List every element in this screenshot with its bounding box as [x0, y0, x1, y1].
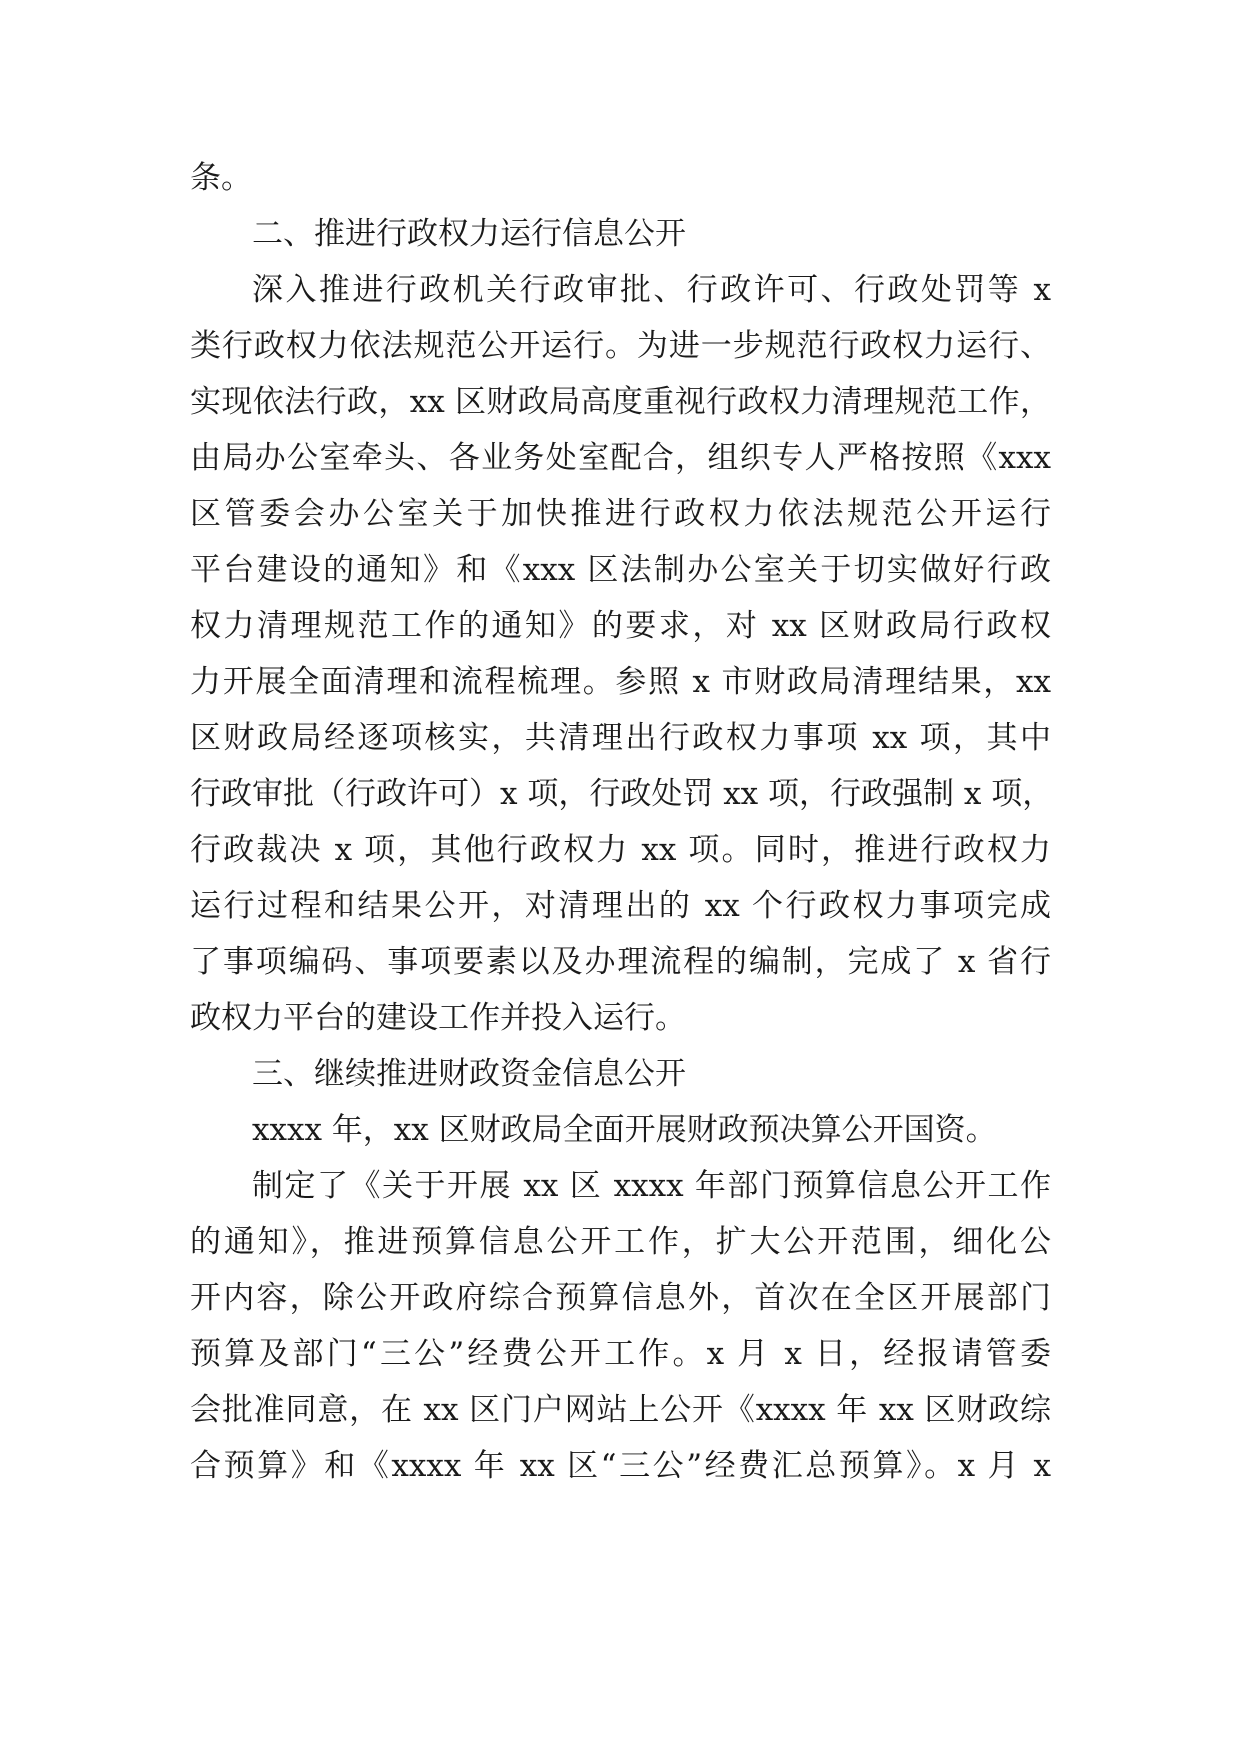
- text-line: 政权力平台的建设工作并投入运行。: [190, 1000, 686, 1036]
- text-line: 深入推进行政机关行政审批、行政许可、行政处罚等 x: [252, 272, 1051, 308]
- text-line: 会批准同意，在 xx 区门户网站上公开《xxxx 年 xx 区财政综: [190, 1392, 1051, 1428]
- text-line: 制定了《关于开展 xx 区 xxxx 年部门预算信息公开工作: [252, 1168, 1051, 1204]
- text-line: 预算及部门“三公”经费公开工作。x 月 x 日，经报请管委: [190, 1336, 1051, 1372]
- text-line: 权力清理规范工作的通知》的要求，对 xx 区财政局行政权: [190, 608, 1051, 644]
- text-line: 类行政权力依法规范公开运行。为进一步规范行政权力运行、: [190, 328, 1051, 364]
- text-line: 由局办公室牵头、各业务处室配合，组织专人严格按照《xxx: [190, 440, 1051, 476]
- text-line: 实现依法行政，xx 区财政局高度重视行政权力清理规范工作，: [190, 384, 1051, 420]
- section-heading-2: 二、推进行政权力运行信息公开: [252, 216, 686, 252]
- section-heading-3: 三、继续推进财政资金信息公开: [252, 1056, 686, 1092]
- text-line: 力开展全面清理和流程梳理。参照 x 市财政局清理结果，xx: [190, 664, 1051, 700]
- text-line: xxxx 年，xx 区财政局全面开展财政预决算公开国资。: [252, 1112, 997, 1148]
- text-line: 运行过程和结果公开，对清理出的 xx 个行政权力事项完成: [190, 888, 1051, 924]
- text-line: 行政裁决 x 项，其他行政权力 xx 项。同时，推进行政权力: [190, 832, 1051, 868]
- text-line: 合预算》和《xxxx 年 xx 区“三公”经费汇总预算》。x 月 x: [190, 1448, 1051, 1484]
- text-line: 区管委会办公室关于加快推进行政权力依法规范公开运行: [190, 496, 1051, 532]
- text-line: 行政审批（行政许可）x 项，行政处罚 xx 项，行政强制 x 项，: [190, 776, 1054, 812]
- text-line: 区财政局经逐项核实，共清理出行政权力事项 xx 项，其中: [190, 720, 1051, 756]
- text-line: 了事项编码、事项要素以及办理流程的编制，完成了 x 省行: [190, 944, 1051, 980]
- text-line: 的通知》，推进预算信息公开工作，扩大公开范围，细化公: [190, 1224, 1051, 1260]
- text-line: 平台建设的通知》和《xxx 区法制办公室关于切实做好行政: [190, 552, 1051, 588]
- text-line: 条。: [190, 160, 252, 196]
- text-line: 开内容，除公开政府综合预算信息外，首次在全区开展部门: [190, 1280, 1051, 1316]
